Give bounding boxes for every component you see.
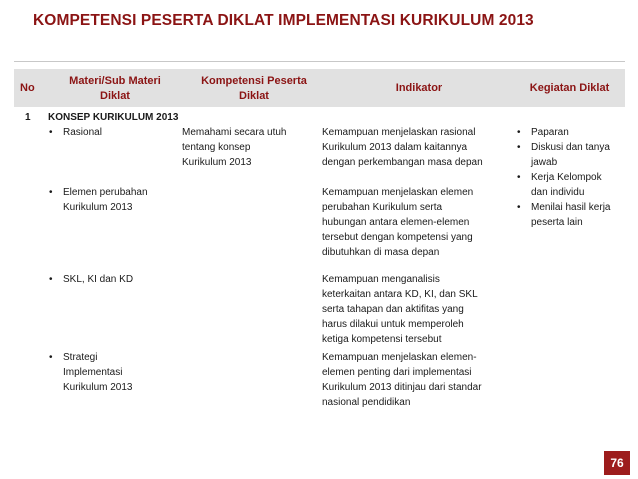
table-header — [14, 69, 625, 107]
bullet: • — [517, 142, 521, 153]
header-materi — [50, 74, 180, 104]
bullet: • — [517, 172, 521, 183]
indikator-line: dengan perkembangan masa depan — [322, 157, 483, 168]
indikator-line: dibutuhkan di masa depan — [322, 247, 440, 258]
bullet: • — [49, 274, 53, 285]
header-no: No — [20, 82, 35, 94]
indikator-cell — [322, 125, 512, 170]
row-number: 1 — [25, 112, 31, 123]
indikator-cell — [322, 350, 512, 410]
title-divider — [14, 61, 625, 62]
indikator-line: Kemampuan menganalisis — [322, 274, 440, 285]
sub-materi-text: Rasional — [63, 127, 102, 138]
indikator-line: ketiga kompetensi tersebut — [322, 334, 442, 345]
sub-materi-text: Implementasi — [63, 367, 123, 378]
indikator-line: keterkaitan antara KD, KI, dan SKL — [322, 289, 478, 300]
bullet: • — [49, 187, 53, 198]
bullet: • — [49, 352, 53, 363]
bullet: • — [517, 127, 521, 138]
header-indikator: Indikator — [395, 82, 443, 94]
bullet: • — [49, 127, 53, 138]
header-kompetensi — [184, 74, 324, 104]
kegiatan-text: dan individu — [531, 187, 585, 198]
page-number-badge: 76 — [604, 451, 630, 475]
header-materi-line2: Diklat — [100, 90, 130, 102]
indikator-cell — [322, 185, 512, 260]
kegiatan-text: Paparan — [531, 127, 569, 138]
indikator-line: Kemampuan menjelaskan rasional — [322, 127, 476, 138]
indikator-line: tersebut dengan kompetensi yang — [322, 232, 473, 243]
header-kegiatan: Kegiatan Diklat — [529, 82, 610, 94]
page-title: KOMPETENSI PESERTA DIKLAT IMPLEMENTASI KURIKULUM 2013 — [33, 12, 534, 29]
kegiatan-text: Diskusi dan tanya — [531, 142, 610, 153]
kegiatan-text: peserta lain — [531, 217, 583, 228]
indikator-line: elemen penting dari implementasi — [322, 367, 472, 378]
kompetensi-line: Kurikulum 2013 — [182, 157, 252, 168]
indikator-line: perubahan Kurikulum serta — [322, 202, 443, 213]
kompetensi-line: Memahami secara utuh — [182, 127, 287, 138]
kegiatan-text: Menilai hasil kerja — [531, 202, 611, 213]
sub-materi-text: Elemen perubahan — [63, 187, 148, 198]
sub-materi-text: Kurikulum 2013 — [63, 202, 133, 213]
indikator-line: serta tahapan dan aktifitas yang — [322, 304, 464, 315]
kompetensi-line: tentang konsep — [182, 142, 251, 153]
indikator-line: Kurikulum 2013 ditinjau dari standar — [322, 382, 482, 393]
indikator-line: Kurikulum 2013 dalam kaitannya — [322, 142, 468, 153]
indikator-line: Kemampuan menjelaskan elemen- — [322, 352, 477, 363]
sub-materi-text: Strategi — [63, 352, 98, 363]
indikator-line: Kemampuan menjelaskan elemen — [322, 187, 474, 198]
header-materi-line1: Materi/Sub Materi — [69, 75, 161, 87]
indikator-line: nasional pendidikan — [322, 397, 411, 408]
header-kompetensi-line1: Kompetensi Peserta — [201, 75, 307, 87]
kompetensi-cell — [182, 125, 318, 170]
indikator-line: harus dilakui untuk memperoleh — [322, 319, 464, 330]
kegiatan-text: jawab — [531, 157, 558, 168]
header-kompetensi-line2: Diklat — [239, 90, 269, 102]
kegiatan-text: Kerja Kelompok — [531, 172, 602, 183]
indikator-cell — [322, 272, 512, 347]
section-title: KONSEP KURIKULUM 2013 — [48, 112, 179, 123]
bullet: • — [517, 202, 521, 213]
sub-materi-text: SKL, KI dan KD — [63, 274, 134, 285]
indikator-line: hubungan antara elemen-elemen — [322, 217, 470, 228]
sub-materi-text: Kurikulum 2013 — [63, 382, 133, 393]
